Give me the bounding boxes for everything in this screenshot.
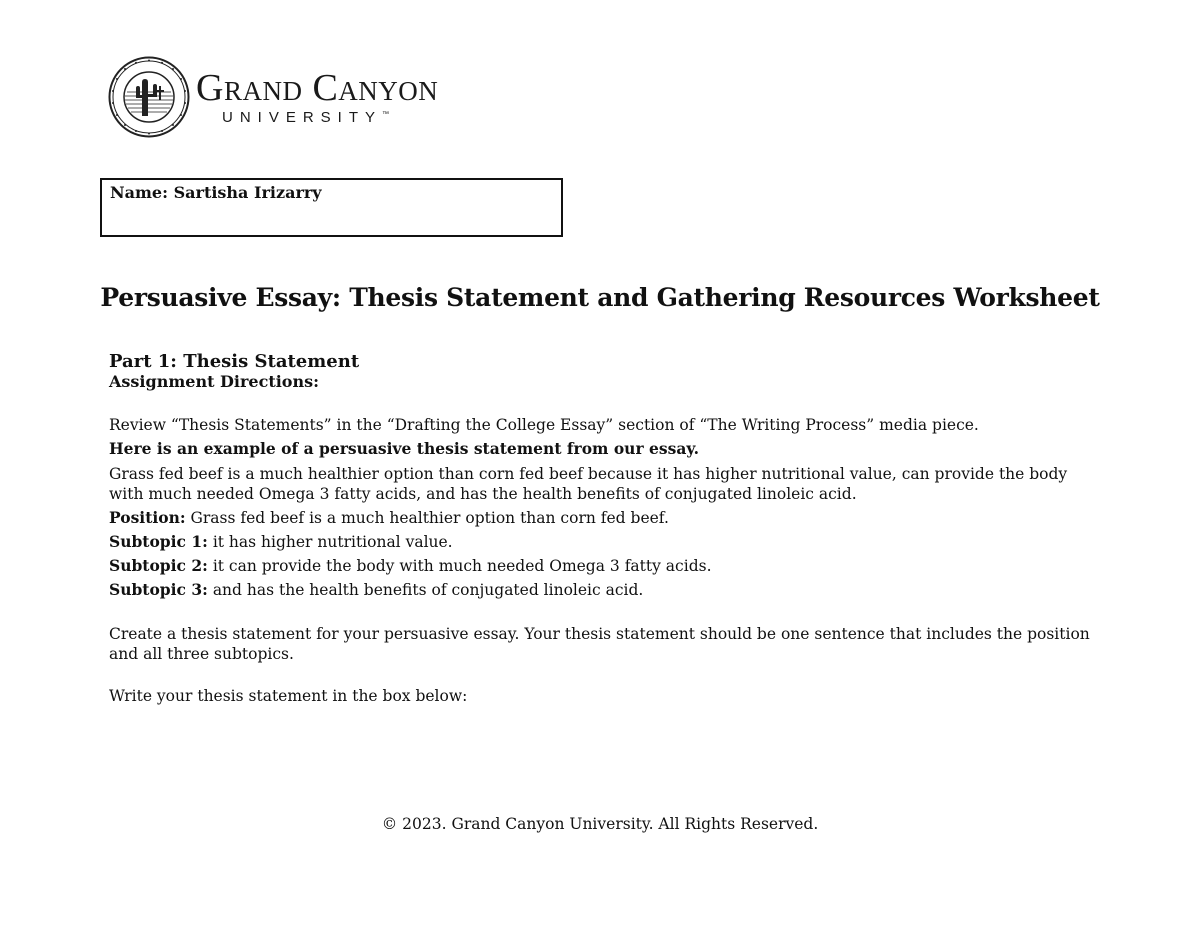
subtopic1-line	[109, 532, 1094, 552]
write-instructions: Write your thesis statement in the box below:	[109, 687, 468, 705]
example-thesis: Grass fed beef is a much healthier option than corn fed beef because it has higher nutritional value, can provide the body with much needed Omega 3 fatty acids, and has the health benefits of conjugated linoleic acid.	[109, 465, 1068, 503]
subtopic2-text: it can provide the body with much needed Omega 3 fatty acids.	[212, 557, 712, 575]
create-instructions: Create a thesis statement for your persuasive essay. Your thesis statement should be one sentence that includes the position and all three subtopics.	[109, 625, 1090, 663]
review-text: Review “Thesis Statements” in the “Drafting the College Essay” section of “The Writing Process” media piece.	[109, 416, 979, 434]
name-label: Name:	[110, 183, 169, 202]
part1-heading: Part 1: Thesis Statement	[109, 351, 360, 372]
subtopic1-label: Subtopic 1:	[109, 532, 208, 551]
name-value: Sartisha Irizarry	[173, 183, 322, 202]
subtopic3-line	[109, 580, 1094, 600]
university-wordmark	[196, 66, 439, 126]
position-line	[109, 508, 1094, 528]
subtopic3-label: Subtopic 3:	[109, 580, 208, 599]
part1-section	[109, 352, 1094, 706]
directions-label: Assignment Directions:	[109, 372, 320, 391]
subtopic1-text: it has higher nutritional value.	[212, 533, 453, 551]
example-heading: Here is an example of a persuasive thesis statement from our essay.	[109, 439, 699, 458]
name-field-box[interactable]	[100, 178, 563, 237]
subtopic2-line	[109, 556, 1094, 576]
subtopic2-label: Subtopic 2:	[109, 556, 208, 575]
copyright-footer: © 2023. Grand Canyon University. All Rights Reserved.	[381, 815, 819, 833]
subtopic3-text: and has the health benefits of conjugated linoleic acid.	[212, 581, 644, 599]
position-text: Grass fed beef is a much healthier option than corn fed beef.	[190, 509, 669, 527]
position-label: Position:	[109, 508, 186, 527]
trademark-symbol: ™	[382, 110, 390, 118]
wordmark-sub: UNIVERSITY	[222, 108, 383, 126]
gcu-logo	[108, 56, 438, 138]
wordmark-main: Grand Canyon	[196, 66, 439, 109]
page-title: Persuasive Essay: Thesis Statement and Gathering Resources Worksheet	[100, 283, 1100, 312]
university-seal-icon	[108, 56, 190, 138]
